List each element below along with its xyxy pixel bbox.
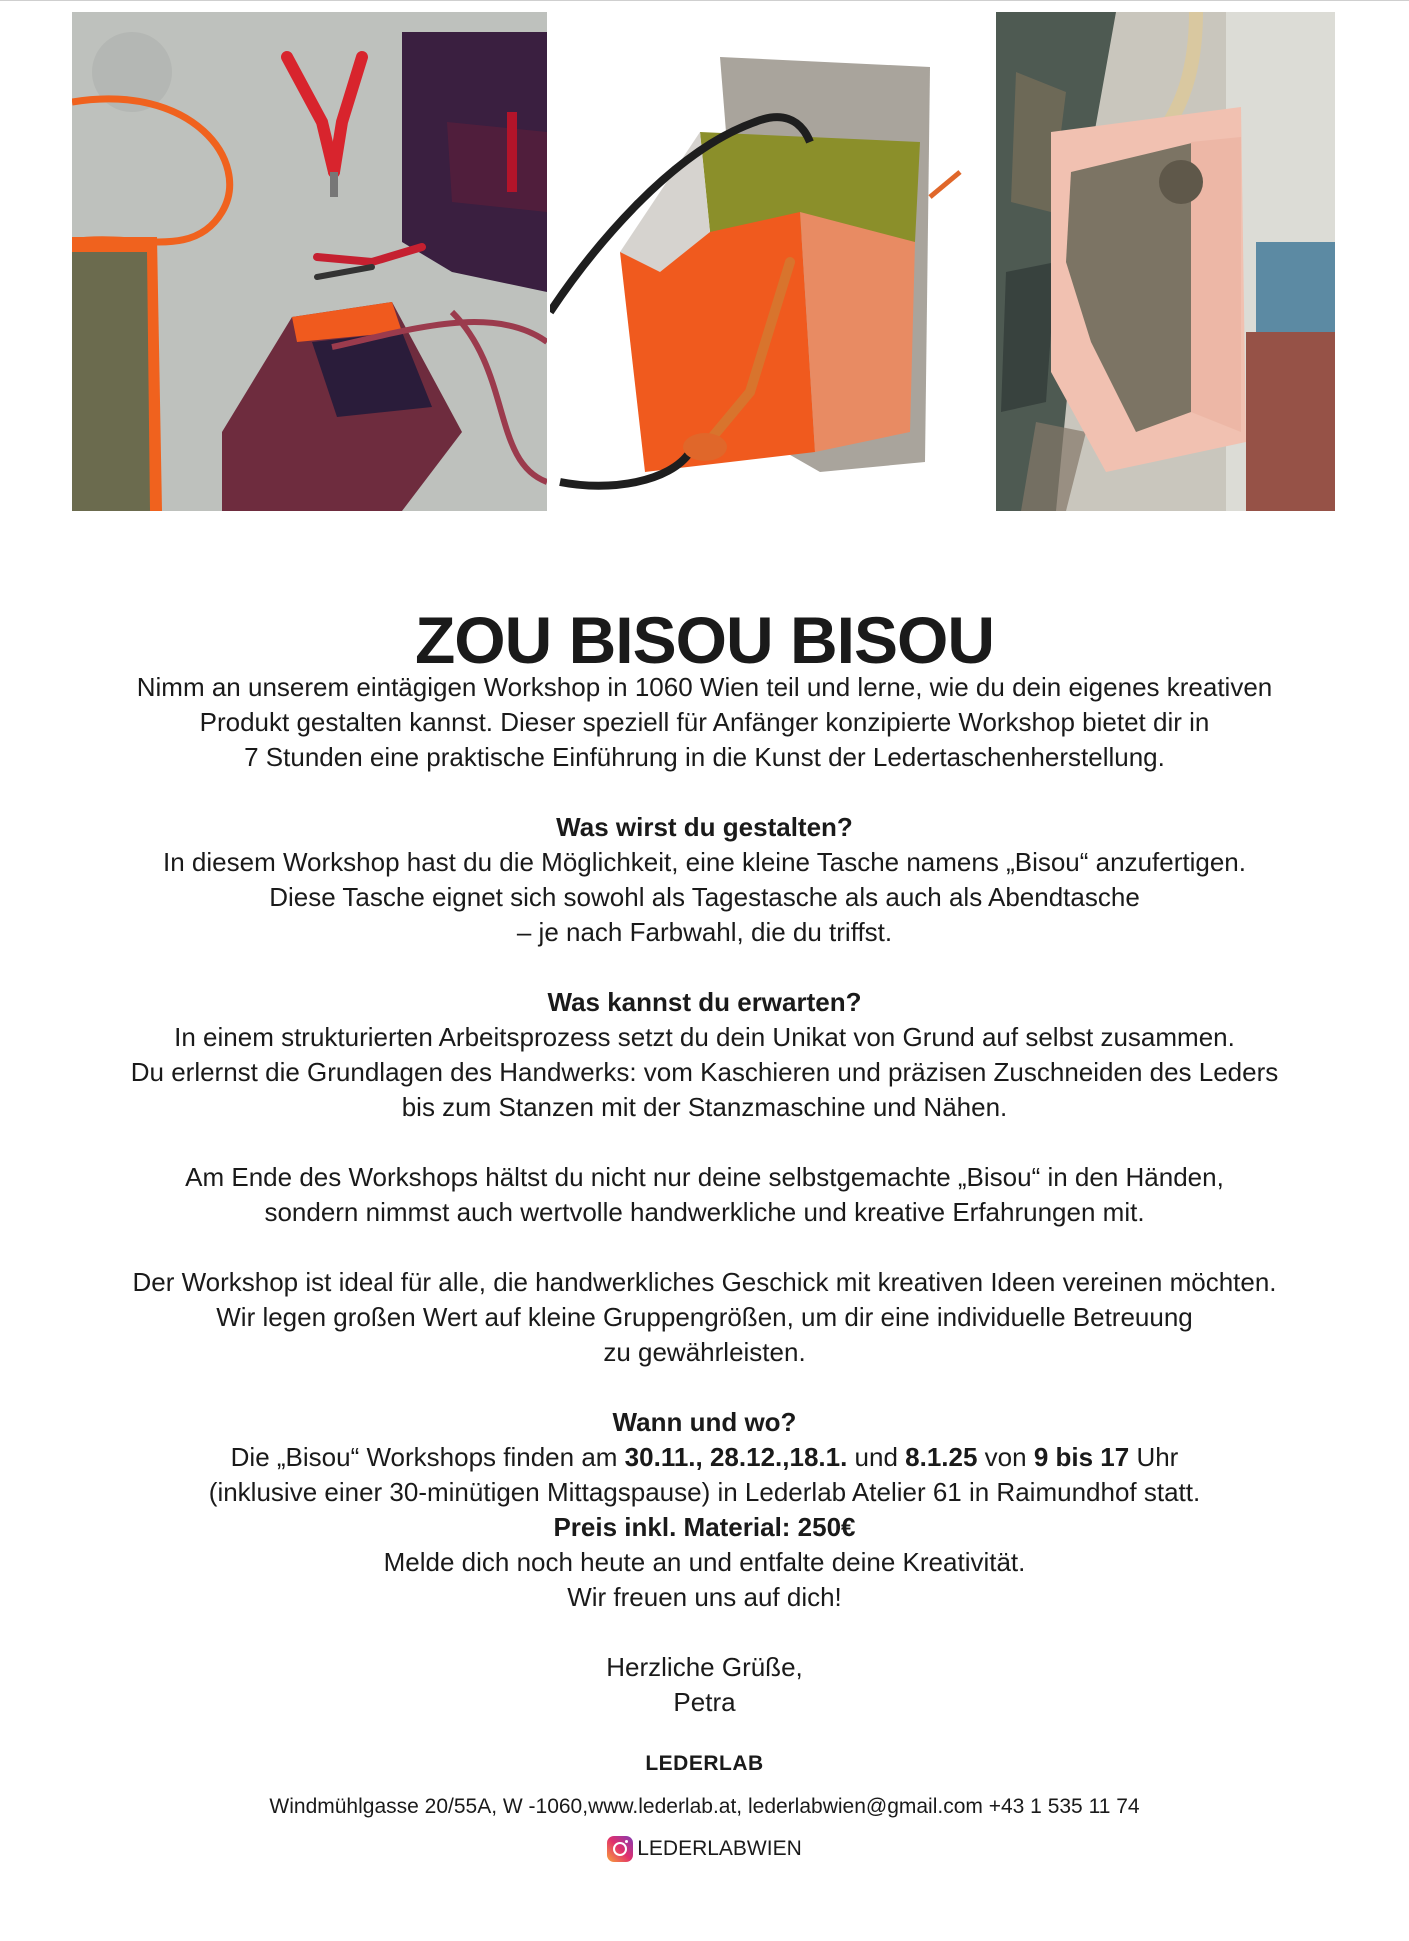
body-text [40,670,1369,1720]
photo-workbench-tools [72,12,547,511]
closing-line: Wir freuen uns auf dich! [567,1582,842,1612]
signoff-name: Petra [673,1687,736,1717]
call-to-action: Melde dich noch heute an und entfalte deine Kreativität. [383,1547,1026,1577]
instagram-link[interactable] [0,1836,1409,1862]
section-line: bis zum Stanzen mit der Stanzmaschine und Nähen. [401,1092,1008,1122]
schedule-dates-line [40,1440,1369,1475]
schedule-prefix: Die „Bisou“ Workshops finden am [230,1442,625,1472]
section-line: In einem strukturierten Arbeitsprozess setzt du dein Unikat von Grund auf selbst zusammen. [174,1022,1235,1052]
schedule-heading: Wann und wo? [612,1407,797,1437]
photo-orange-bag [550,12,993,511]
section-line: Wir legen großen Wert auf kleine Gruppengrößen, um dir eine individuelle Betreuung [216,1302,1193,1332]
instagram-handle: LEDERLABWIEN [637,1837,802,1860]
footer-contact: Windmühlgasse 20/55A, W -1060,www.lederlab.at, lederlabwien@gmail.com +43 1 535 11 74 [269,1795,1140,1818]
intro-line: Nimm an unserem eintägigen Workshop in 1060 Wien teil und lerne, wie du dein eigenes kreativen [136,672,1273,702]
section-line: – je nach Farbwahl, die du triffst. [516,917,893,947]
photo-rope-bag [996,12,1335,511]
schedule-hours: 9 bis 17 [1033,1442,1130,1472]
section-heading: Was kannst du erwarten? [547,987,862,1017]
section-line: sondern nimmst auch wertvolle handwerkliche und kreative Erfahrungen mit. [264,1197,1145,1227]
price: Preis inkl. Material: 250€ [553,1512,856,1542]
section-line: zu gewährleisten. [603,1337,806,1367]
signoff-greeting: Herzliche Grüße, [606,1652,803,1682]
section-line: Der Workshop ist ideal für alle, die handwerkliches Geschick mit kreativen Ideen vereinen möchten. [132,1267,1277,1297]
schedule-location: (inklusive einer 30-minütigen Mittagspause) in Lederlab Atelier 61 in Raimundhof statt. [208,1477,1201,1507]
schedule-last-date: 8.1.25 [905,1442,978,1472]
section-line: In diesem Workshop hast du die Möglichkeit, eine kleine Tasche namens „Bisou“ anzufertigen. [163,847,1246,877]
schedule-and: und [847,1442,906,1472]
instagram-icon [607,1836,633,1862]
photo-strip [72,12,1335,511]
section-line: Diese Tasche eignet sich sowohl als Tagestasche als auch als Abendtasche [269,882,1140,912]
page-title: ZOU BISOU BISOU [414,603,995,678]
top-rule [0,0,1409,1]
section-line: Am Ende des Workshops hältst du nicht nur deine selbstgemachte „Bisou“ in den Händen, [185,1162,1224,1192]
intro-line: 7 Stunden eine praktische Einführung in die Kunst der Ledertaschenherstellung. [244,742,1165,772]
section-line: Du erlernst die Grundlagen des Handwerks: vom Kaschieren und präzisen Zuschneiden des Leders [130,1057,1279,1087]
schedule-from: von [977,1442,1034,1472]
footer-brand: LEDERLAB [645,1752,764,1775]
section-heading: Was wirst du gestalten? [556,812,853,842]
schedule-dates: 30.11., 28.12.,18.1. [624,1442,848,1472]
schedule-suffix: Uhr [1129,1442,1179,1472]
intro-line: Produkt gestalten kannst. Dieser speziell für Anfänger konzipierte Workshop bietet dir in [199,707,1210,737]
